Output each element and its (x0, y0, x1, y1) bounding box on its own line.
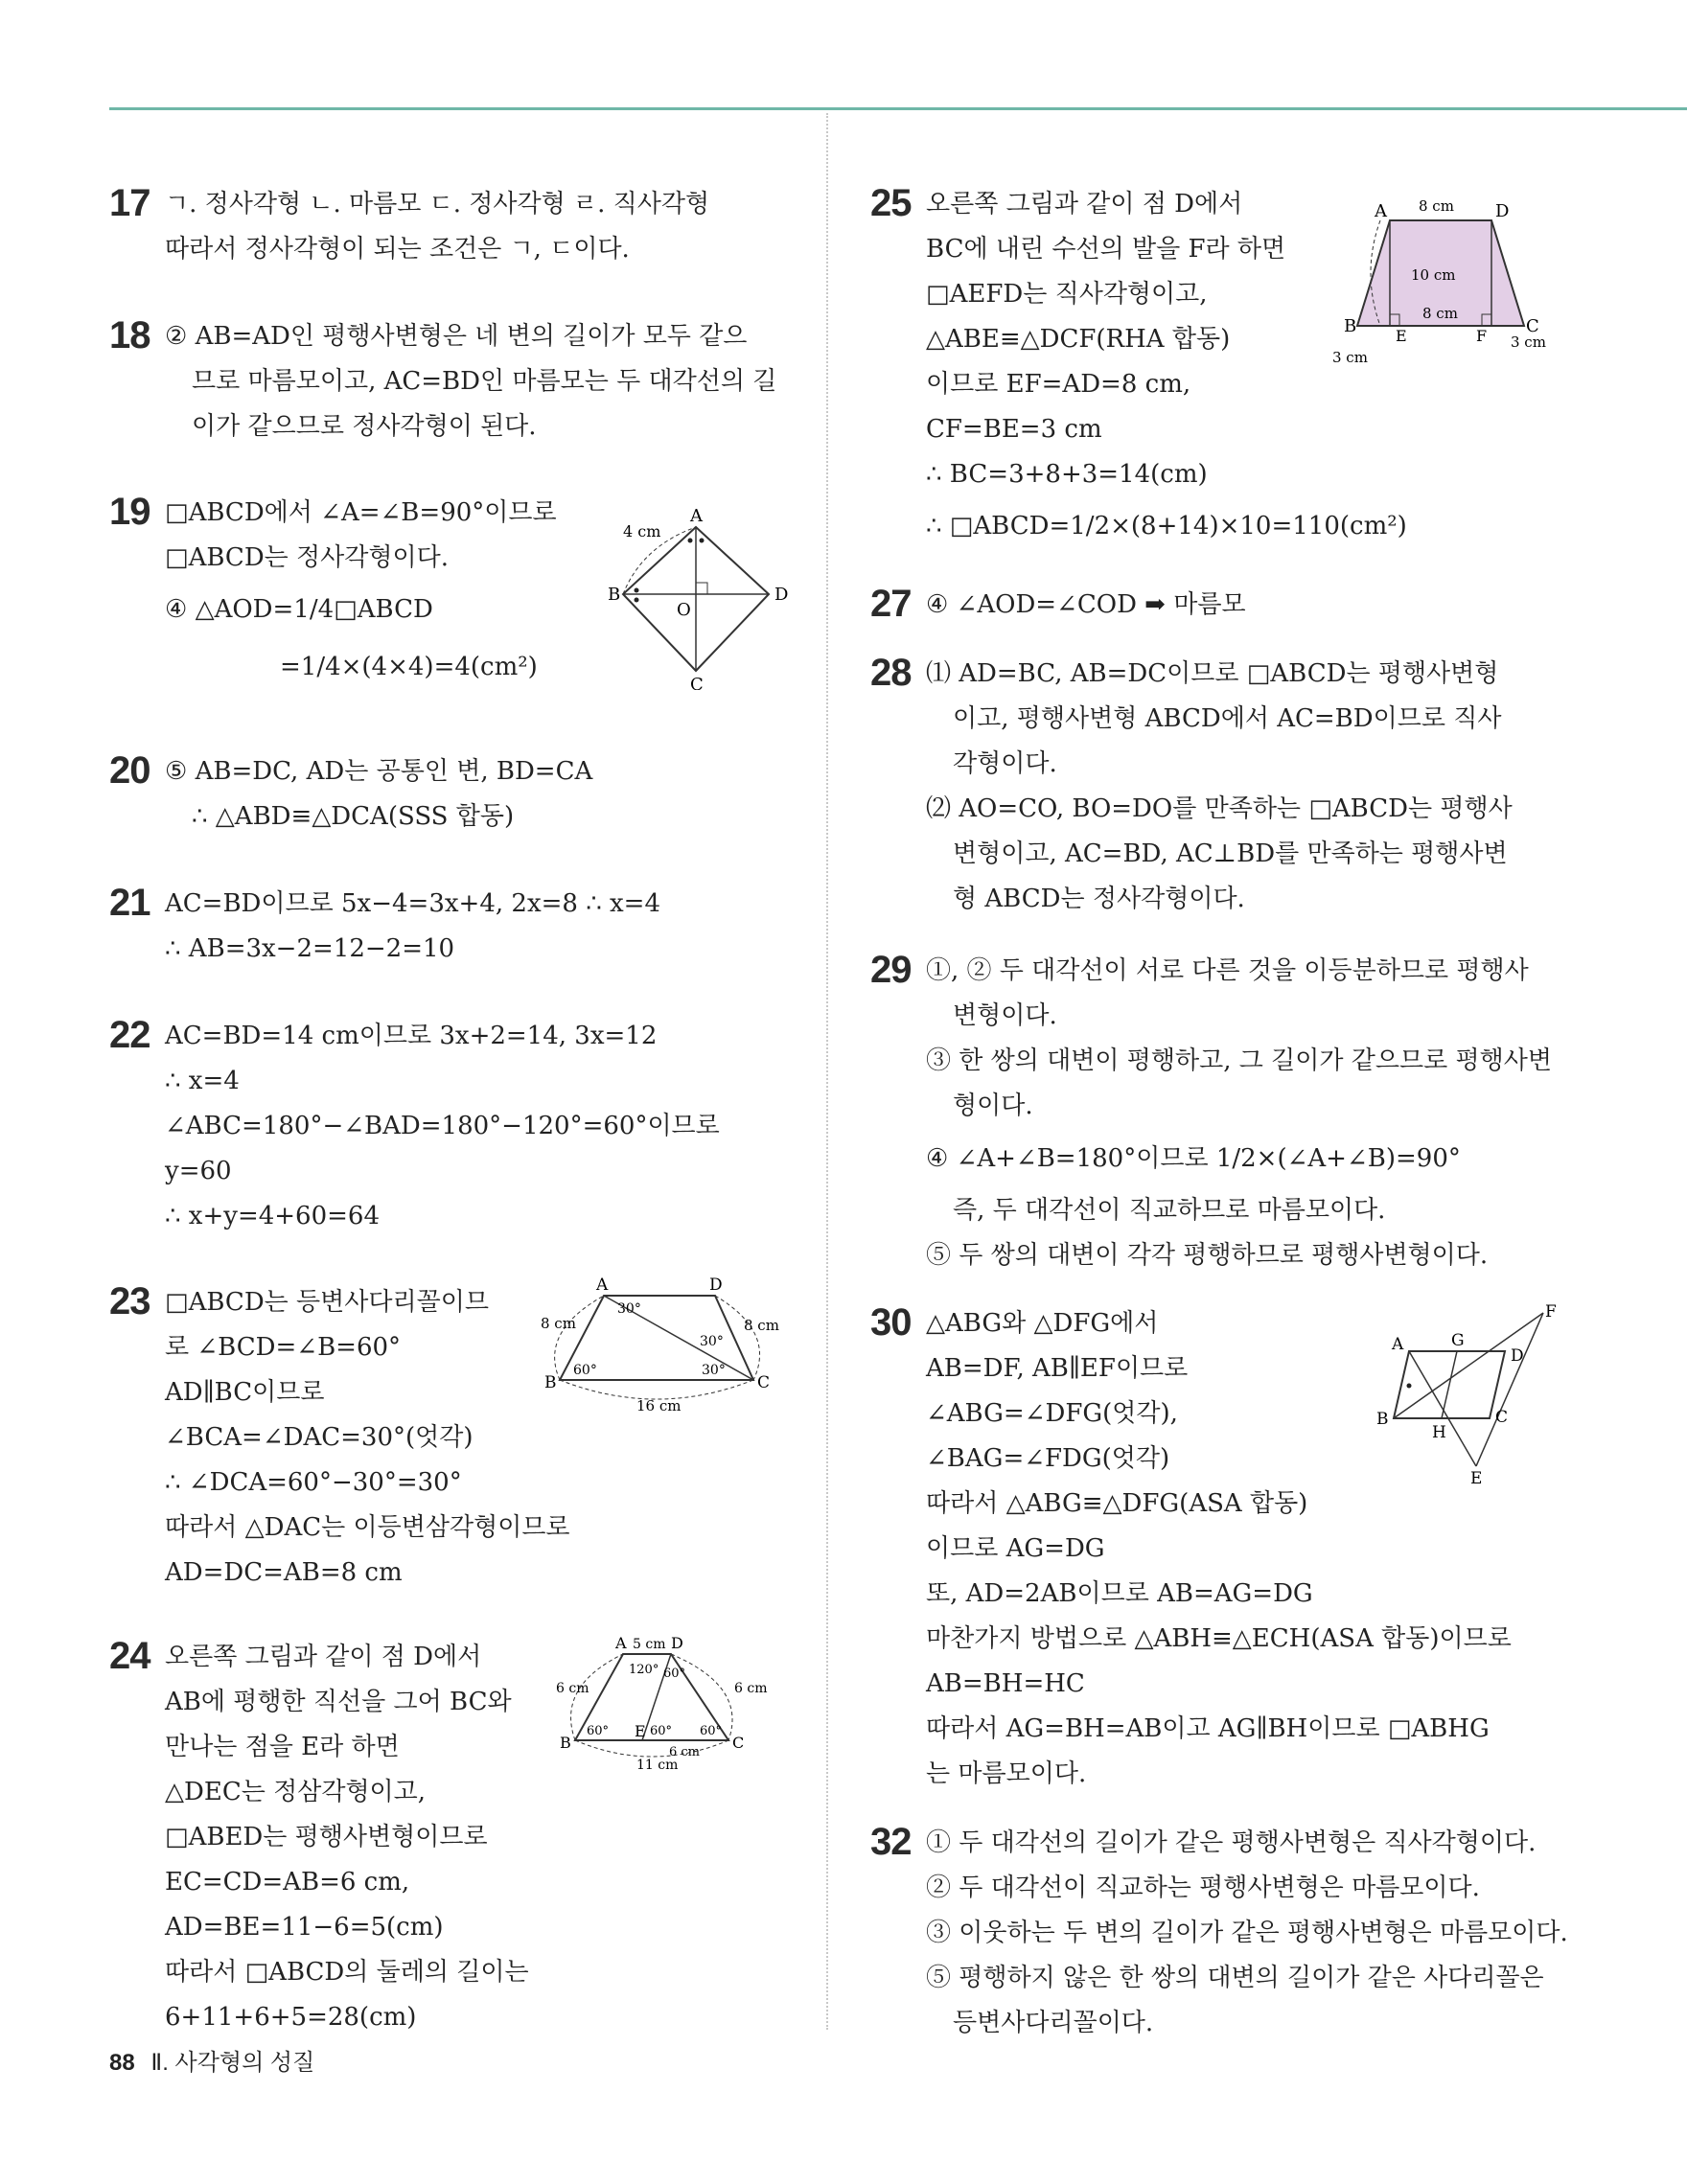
line: y=60 (165, 1157, 232, 1185)
label-D: D (671, 1634, 683, 1652)
line: 로 ∠BCD=∠B=60° (165, 1333, 402, 1362)
line: ③ 이웃하는 두 변의 길이가 같은 평행사변형은 마름모이다. (926, 1919, 1568, 1947)
line: 따라서 AG=BH=AB이고 AG∥BH이므로 □ABHG (926, 1714, 1490, 1743)
line: 변형이고, AC=BD, AC⊥BD를 만족하는 평행사변 (953, 839, 1508, 868)
label-C: C (690, 675, 704, 690)
line: 따라서 △ABG≡△DFG(ASA 합동) (926, 1489, 1308, 1518)
page-footer (109, 2043, 314, 2077)
label-3cm-right: 3 cm (1511, 333, 1546, 351)
line: AC=BD=14 cm이므로 3x+2=14, 3x=12 (165, 1022, 658, 1050)
label-angle-30b: 30° (700, 1334, 724, 1349)
line: 또, AD=2AB이므로 AB=AG=DG (926, 1579, 1313, 1608)
section-title: Ⅱ. 사각형의 성질 (150, 2050, 315, 2076)
line: ⑤ 두 쌍의 대변이 각각 평행하므로 평행사변형이다. (926, 1241, 1489, 1270)
label-angle-30a: 30° (617, 1301, 641, 1317)
line: ∠BCA=∠DAC=30°(엇각) (165, 1423, 474, 1452)
label-B: B (608, 585, 621, 605)
line: 오른쪽 그림과 같이 점 D에서 (926, 190, 1243, 218)
label-C: C (1526, 316, 1539, 336)
label-3cm-left: 3 cm (1332, 349, 1368, 366)
label-6cm-right: 6 cm (734, 1681, 768, 1696)
label-A: A (1375, 201, 1387, 221)
line: ① 두 대각선의 길이가 같은 평행사변형은 직사각형이다. (926, 1828, 1537, 1857)
line: AB=BH=HC (926, 1669, 1085, 1698)
line: □ABCD는 정사각형이다. (165, 543, 450, 572)
line: 이고, 평행사변형 ABCD에서 AC=BD이므로 직사 (953, 704, 1502, 733)
line: AD=DC=AB=8 cm (165, 1558, 403, 1587)
label-6cm-left: 6 cm (556, 1681, 589, 1696)
line: ∠ABG=∠DFG(엇각), (926, 1399, 1178, 1428)
line: 마찬가지 방법으로 △ABH≡△ECH(ASA 합동)이므로 (926, 1624, 1512, 1653)
label-8cm-left: 8 cm (541, 1315, 576, 1332)
label-8cm-right: 8 cm (744, 1317, 779, 1334)
line: ∴ □ABCD=1/2×(8+14)×10=110(cm²) (926, 512, 1407, 540)
line: △DEC는 정삼각형이고, (165, 1778, 427, 1806)
problem-number: 32 (870, 1821, 912, 1863)
top-rule (109, 107, 1687, 110)
problem-number: 18 (109, 314, 150, 356)
line: 만나는 점을 E라 하면 (165, 1733, 400, 1761)
line: □ABCD에서 ∠A=∠B=90°이므로 (165, 498, 557, 527)
line: 이므로 EF=AD=8 cm, (926, 370, 1191, 399)
line: 따라서 □ABCD의 둘레의 길이는 (165, 1958, 529, 1987)
line: 따라서 △DAC는 이등변삼각형이므로 (165, 1513, 570, 1542)
label-angle-120: 120° (629, 1663, 659, 1677)
line: =1/4×(4×4)=4(cm²) (280, 653, 538, 681)
label-4cm: 4 cm (623, 522, 661, 540)
line: AC=BD이므로 5x−4=3x+4, 2x=8 ∴ x=4 (165, 889, 660, 918)
problem-number: 27 (870, 583, 912, 625)
label-angle-60-c: 60° (700, 1724, 723, 1738)
line: 오른쪽 그림과 같이 점 D에서 (165, 1643, 482, 1671)
problem-number: 28 (870, 652, 912, 694)
problem-number: 19 (109, 491, 150, 533)
label-A: A (596, 1276, 609, 1295)
label-E: E (635, 1722, 646, 1740)
label-E: E (1470, 1469, 1483, 1485)
label-B: B (544, 1373, 557, 1392)
line: △ABG와 △DFG에서 (926, 1309, 1159, 1338)
line: ③ 한 쌍의 대변이 평행하고, 그 길이가 같으므로 평행사변 (926, 1046, 1552, 1075)
line: BC에 내린 수선의 발을 F라 하면 (926, 235, 1286, 264)
label-C: C (1495, 1408, 1509, 1427)
label-H: H (1432, 1423, 1446, 1442)
line: AB에 평행한 직선을 그어 BC와 (165, 1688, 512, 1716)
line: AD∥BC이므로 (165, 1378, 325, 1407)
line: 즉, 두 대각선이 직교하므로 마름모이다. (953, 1196, 1386, 1225)
line: ∠BAG=∠FDG(엇각) (926, 1444, 1170, 1473)
label-10cm: 10 cm (1411, 266, 1456, 284)
line: ①, ② 두 대각선이 서로 다른 것을 이등분하므로 평행사 (926, 956, 1529, 985)
line: □ABCD는 등변사다리꼴이므 (165, 1288, 489, 1317)
line: 이므로 AG=DG (926, 1534, 1105, 1563)
line: 따라서 정사각형이 되는 조건은 ㄱ, ㄷ이다. (165, 235, 630, 264)
figure-25-trapezoid (1323, 192, 1562, 383)
figure-19-square (594, 498, 805, 690)
line: ∴ BC=3+8+3=14(cm) (926, 460, 1208, 489)
line: EC=CD=AB=6 cm, (165, 1868, 410, 1897)
problem-number: 29 (870, 949, 912, 991)
label-A: A (1392, 1335, 1404, 1354)
label-D: D (774, 585, 789, 605)
column-divider (826, 113, 828, 2030)
line: AD=BE=11−6=5(cm) (165, 1913, 444, 1942)
label-C: C (732, 1734, 745, 1752)
label-E: E (1396, 327, 1407, 345)
label-11cm: 11 cm (636, 1758, 679, 1773)
line: △ABE≡△DCF(RHA 합동) (926, 325, 1231, 354)
label-A: A (615, 1634, 627, 1652)
line: 형 ABCD는 정사각형이다. (953, 885, 1245, 913)
label-O: O (677, 600, 691, 620)
line: ⑵ AO=CO, BO=DO를 만족하는 □ABCD는 평행사 (926, 794, 1513, 823)
line: ∴ x=4 (165, 1067, 240, 1095)
line: ∴ △ABD≡△DCA(SSS 합동) (192, 802, 515, 831)
label-D: D (1495, 201, 1510, 221)
line: ∴ AB=3x−2=12−2=10 (165, 934, 455, 963)
line: 6+11+6+5=28(cm) (165, 2003, 417, 2032)
figure-23-trapezoid (537, 1275, 786, 1418)
line: 형이다. (953, 1092, 1033, 1120)
line: ⑴ AD=BC, AB=DC이므로 □ABCD는 평행사변형 (926, 659, 1499, 688)
label-A: A (690, 506, 703, 526)
line: ㄱ. 정사각형 ㄴ. 마름모 ㄷ. 정사각형 ㄹ. 직사각형 (165, 190, 710, 218)
label-B: B (560, 1734, 571, 1752)
line: 는 마름모이다. (926, 1759, 1087, 1788)
label-8cm-bottom: 8 cm (1422, 305, 1458, 322)
line: ∴ x+y=4+60=64 (165, 1202, 381, 1230)
label-6cm-bottom: 6 cm (669, 1745, 701, 1759)
label-16cm: 16 cm (636, 1397, 682, 1414)
label-G: G (1451, 1331, 1465, 1350)
problem-number: 20 (109, 749, 150, 792)
label-D: D (709, 1276, 723, 1295)
line: ④ △AOD=1/4□ABCD (165, 595, 433, 624)
label-F: F (1476, 327, 1488, 345)
figure-24-trapezoid (556, 1629, 786, 1773)
label-angle-60-d: 60° (663, 1667, 686, 1681)
line: 각형이다. (953, 749, 1057, 778)
line: 변형이다. (953, 1001, 1057, 1030)
line: ② AB=AD인 평행사변형은 네 변의 길이가 모두 같으 (165, 322, 748, 351)
line: AB=DF, AB∥EF이므로 (926, 1354, 1189, 1383)
line: CF=BE=3 cm (926, 415, 1102, 444)
label-D: D (1511, 1346, 1524, 1366)
problem-number: 17 (109, 182, 150, 224)
problem-number: 30 (870, 1301, 912, 1344)
problem-number: 25 (870, 182, 912, 224)
page-number: 88 (109, 2050, 135, 2076)
label-B: B (1344, 316, 1357, 336)
line: ⑤ 평행하지 않은 한 쌍의 대변의 길이가 같은 사다리꼴은 (926, 1964, 1544, 1992)
label-F: F (1545, 1303, 1557, 1322)
line: 등변사다리꼴이다. (953, 2009, 1154, 2037)
line: 이가 같으므로 정사각형이 된다. (192, 412, 537, 441)
line: ⑤ AB=DC, AD는 공통인 변, BD=CA (165, 757, 593, 786)
problem-number: 24 (109, 1635, 150, 1677)
label-C: C (757, 1373, 771, 1392)
label-8cm-top: 8 cm (1419, 197, 1454, 215)
line: ② 두 대각선이 직교하는 평행사변형은 마름모이다. (926, 1874, 1480, 1902)
line: ∴ ∠DCA=60°−30°=30° (165, 1468, 462, 1497)
label-angle-30c: 30° (702, 1363, 726, 1378)
label-angle-60-e: 60° (650, 1724, 673, 1738)
label-5cm: 5 cm (633, 1637, 666, 1652)
line: ④ ∠A+∠B=180°이므로 1/2×(∠A+∠B)=90° (926, 1144, 1461, 1173)
problem-number: 22 (109, 1014, 150, 1056)
label-angle-60-b: 60° (587, 1724, 610, 1738)
problem-number: 23 (109, 1280, 150, 1322)
problem-number: 21 (109, 882, 150, 924)
line: 므로 마름모이고, AC=BD인 마름모는 두 대각선의 길 (192, 367, 777, 396)
label-angle-60: 60° (573, 1363, 597, 1378)
line: ∠ABC=180°−∠BAD=180°−120°=60°이므로 (165, 1112, 720, 1140)
line: □AEFD는 직사각형이고, (926, 280, 1208, 309)
line: □ABED는 평행사변형이므로 (165, 1823, 488, 1851)
line: ④ ∠AOD=∠COD ➡ 마름모 (926, 590, 1246, 619)
label-B: B (1376, 1410, 1389, 1429)
figure-30-parallelogram (1371, 1303, 1562, 1485)
